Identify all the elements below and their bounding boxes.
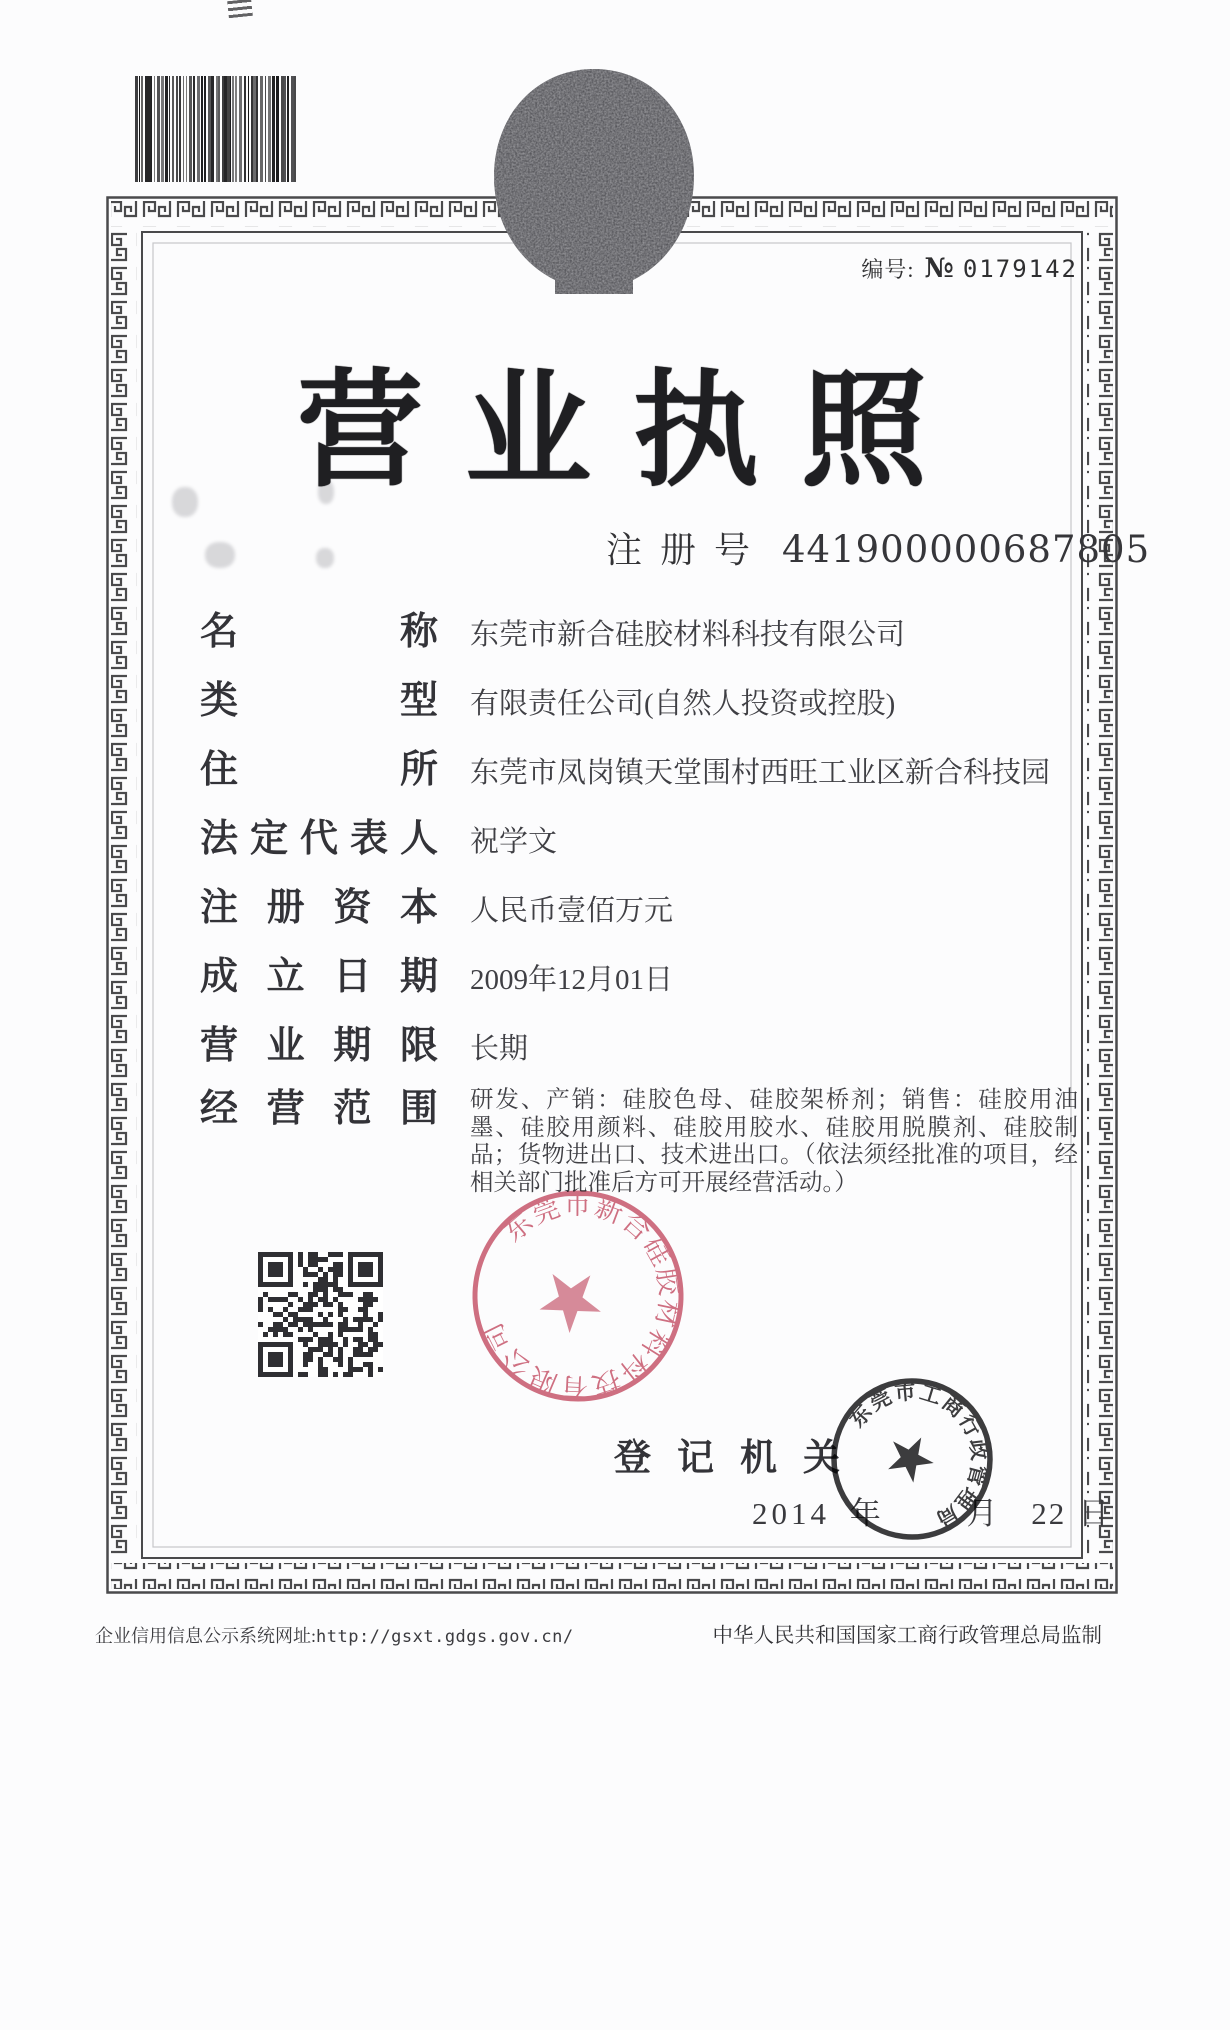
scan-artifact bbox=[227, 0, 253, 18]
footer-public-info-url bbox=[95, 1622, 574, 1648]
field-row-legal-representative bbox=[200, 817, 1080, 886]
date-year: 2014 bbox=[752, 1496, 830, 1531]
registration-number-line bbox=[606, 522, 1150, 573]
field-value: 有限责任公司(自然人投资或控股) bbox=[470, 688, 896, 720]
star-icon: ★ bbox=[514, 1240, 629, 1358]
footer-issuer-credit: 中华人民共和国国家工商行政管理总局监制 bbox=[712, 1625, 1102, 1647]
license-fields bbox=[200, 610, 1080, 1197]
serial-number: 0179142 bbox=[962, 255, 1078, 283]
seal-text: 东莞市新合硅胶材料科技有限公司 bbox=[475, 1188, 686, 1404]
field-row-registered-capital bbox=[200, 886, 1080, 955]
field-label: 住所 bbox=[200, 749, 438, 791]
qr-code bbox=[258, 1252, 383, 1377]
date-day: 22 bbox=[1031, 1496, 1067, 1531]
field-row-type bbox=[200, 679, 1080, 748]
numero-sign: № bbox=[924, 253, 955, 284]
date-day-unit: 日 bbox=[1078, 1496, 1109, 1531]
star-icon: ★ bbox=[870, 1414, 951, 1502]
footer-url-label: 企业信用信息公示系统网址: bbox=[95, 1626, 316, 1646]
field-label: 成立日期 bbox=[200, 956, 438, 998]
field-row-name bbox=[200, 610, 1080, 679]
serial-label: 编号: bbox=[861, 257, 915, 282]
field-label: 经营范围 bbox=[200, 1088, 438, 1130]
license-title: 营业执照 bbox=[297, 363, 969, 502]
company-seal-stamp bbox=[458, 1176, 698, 1416]
field-value: 东莞市新合硅胶材料科技有限公司 bbox=[470, 619, 906, 651]
date-month-unit: 月 bbox=[966, 1496, 998, 1531]
field-label: 名称 bbox=[200, 611, 438, 653]
registrar-label: 登记机关 bbox=[614, 1438, 866, 1479]
field-label: 法定代表人 bbox=[200, 818, 438, 860]
registration-number-label: 注册号 bbox=[606, 530, 769, 570]
field-label: 营业期限 bbox=[200, 1025, 438, 1067]
footer-url: http://gsxt.gdgs.gov.cn/ bbox=[316, 1627, 574, 1647]
date-year-unit: 年 bbox=[849, 1496, 881, 1531]
field-row-address bbox=[200, 748, 1080, 817]
field-label: 注册资本 bbox=[200, 887, 438, 929]
field-row-establishment-date bbox=[200, 955, 1080, 1024]
field-row-business-term bbox=[200, 1024, 1080, 1093]
serial-number-line bbox=[861, 253, 1078, 284]
field-value: 研发、产销：硅胶色母、硅胶架桥剂；销售：硅胶用油墨、硅胶用颜料、硅胶用胶水、硅胶用脱膜剂、硅胶制品；货物进出口、技术进出口。（依法须经批准的项目，经相关部门批准后方可开展经营活动。） bbox=[470, 1087, 1078, 1196]
field-value: 长期 bbox=[470, 1033, 529, 1065]
field-value: 2009年12月01日 bbox=[470, 964, 674, 996]
field-value: 祝学文 bbox=[470, 826, 558, 858]
authority-seal-stamp bbox=[822, 1369, 1002, 1549]
national-emblem-icon bbox=[483, 66, 705, 304]
field-value: 人民币壹佰万元 bbox=[470, 895, 674, 927]
barcode bbox=[135, 76, 298, 182]
field-label: 类型 bbox=[200, 680, 438, 722]
stamp-text: 东莞市工商行政管理局 bbox=[844, 1379, 992, 1533]
field-value: 东莞市凤岗镇天堂围村西旺工业区新合科技园 bbox=[470, 757, 1051, 789]
registration-number: 441900000687805 bbox=[782, 528, 1151, 571]
